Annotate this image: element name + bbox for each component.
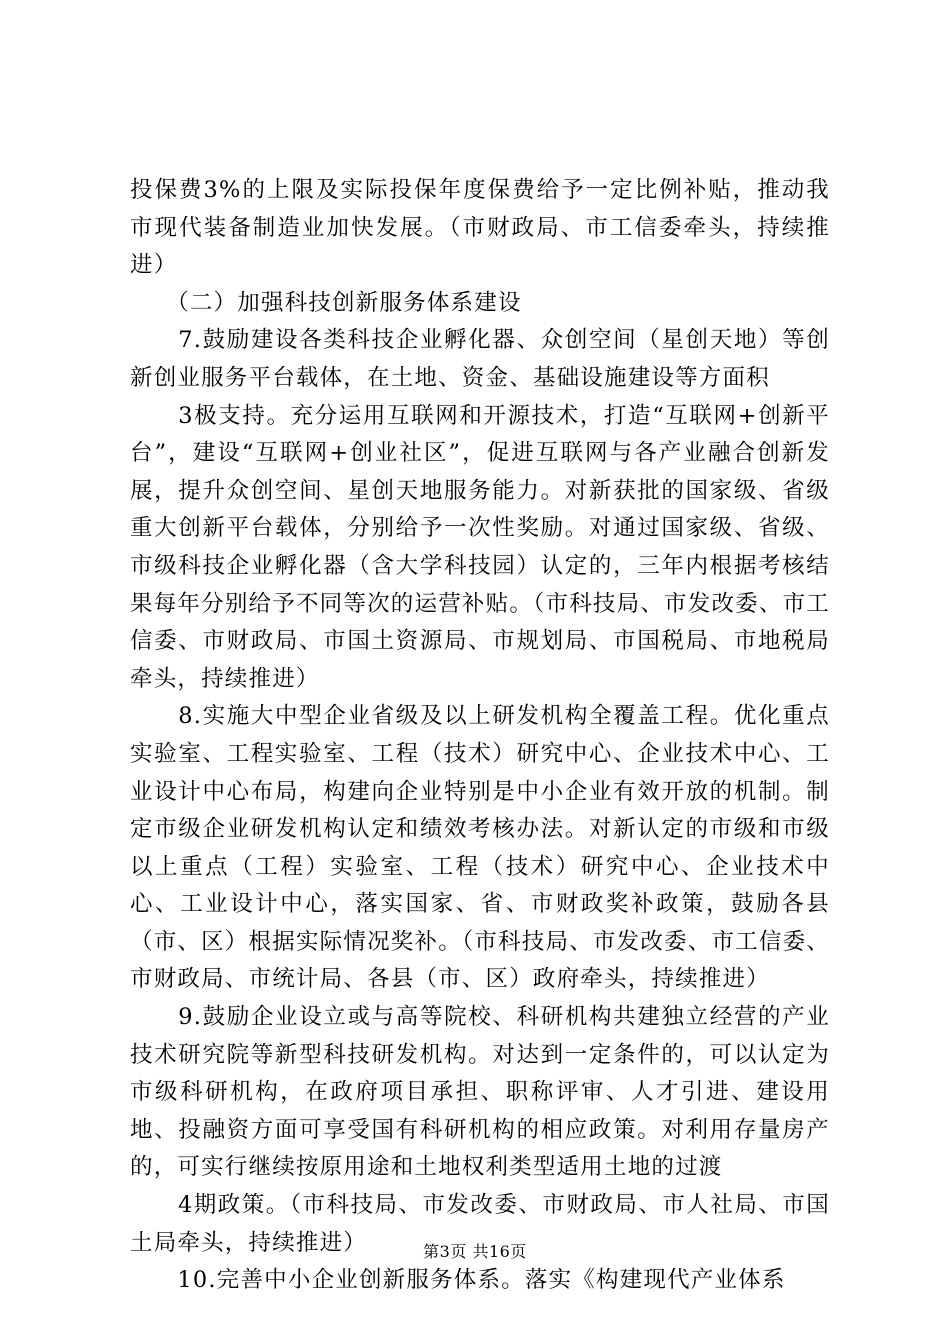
page-footer <box>0 1242 950 1262</box>
paragraph-item-9-continued: 4期政策。（市科技局、市发改委、市财政局、市人社局、市国土局牵头，持续推进） <box>130 1192 830 1256</box>
paragraph-item-10: 10.完善中小企业创新服务体系。落实《构建现代产业体系 <box>130 1267 786 1294</box>
paragraph-subsidy-continuation: 投保费3%的上限及实际投保年度保费给予一定比例补贴，推动我市现代装备制造业加快发展。（市财政局、市工信委牵头，持续推进） <box>130 177 830 279</box>
document-body <box>130 172 830 1300</box>
paragraph-item-8: 8.实施大中型企业省级及以上研发机构全覆盖工程。优化重点实验室、工程实验室、工程（技术）研究中心、企业技术中心、工业设计中心布局，构建向企业特别是中小企业有效开放的机制。制定市级企业研发机构认定和绩效考核办法。对新认定的市级和市级以上重点（工程）实验室、工程（技术）研究中心、企业技术中心、工业设计中心，落实国家、省、市财政奖补政策，鼓励各县（市、区）根据实际情况奖补。（市科技局、市发改委、市工信委、市财政局、市统计局、各县（市、区）政府牵头，持续推进） <box>130 703 830 993</box>
paragraph-item-7: 7.鼓励建设各类科技企业孵化器、众创空间（星创天地）等创新创业服务平台载体，在土地、资金、基础设施建设等方面积 <box>130 327 830 391</box>
paragraph-item-7-continued: 3极支持。充分运用互联网和开源技术，打造“互联网+创新平台”，建设“互联网+创业社区”，促进互联网与各产业融合创新发展，提升众创空间、星创天地服务能力。对新获批的国家级、省级重大创新平台载体，分别给予一次性奖励。对通过国家级、省级、市级科技企业孵化器（含大学科技园）认定的，三年内根据考核结果每年分别给予不同等次的运营补贴。（市科技局、市发改委、市工信委、市财政局、市国土资源局、市规划局、市国税局、市地税局牵头，持续推进） <box>130 402 830 692</box>
paragraph-item-9: 9.鼓励企业设立或与高等院校、科研机构共建独立经营的产业技术研究院等新型科技研发机构。对达到一定条件的，可以认定为市级科研机构，在政府项目承担、职称评审、人才引进、建设用地、投融资方面可享受国有科研机构的相应政策。对利用存量房产的，可实行继续按原用途和土地权利类型适用土地的过渡 <box>130 1004 830 1181</box>
page-number-label: 第3页 共16页 <box>423 1242 527 1261</box>
section-heading-innovation-service: （二）加强科技创新服务体系建设 <box>130 289 522 316</box>
